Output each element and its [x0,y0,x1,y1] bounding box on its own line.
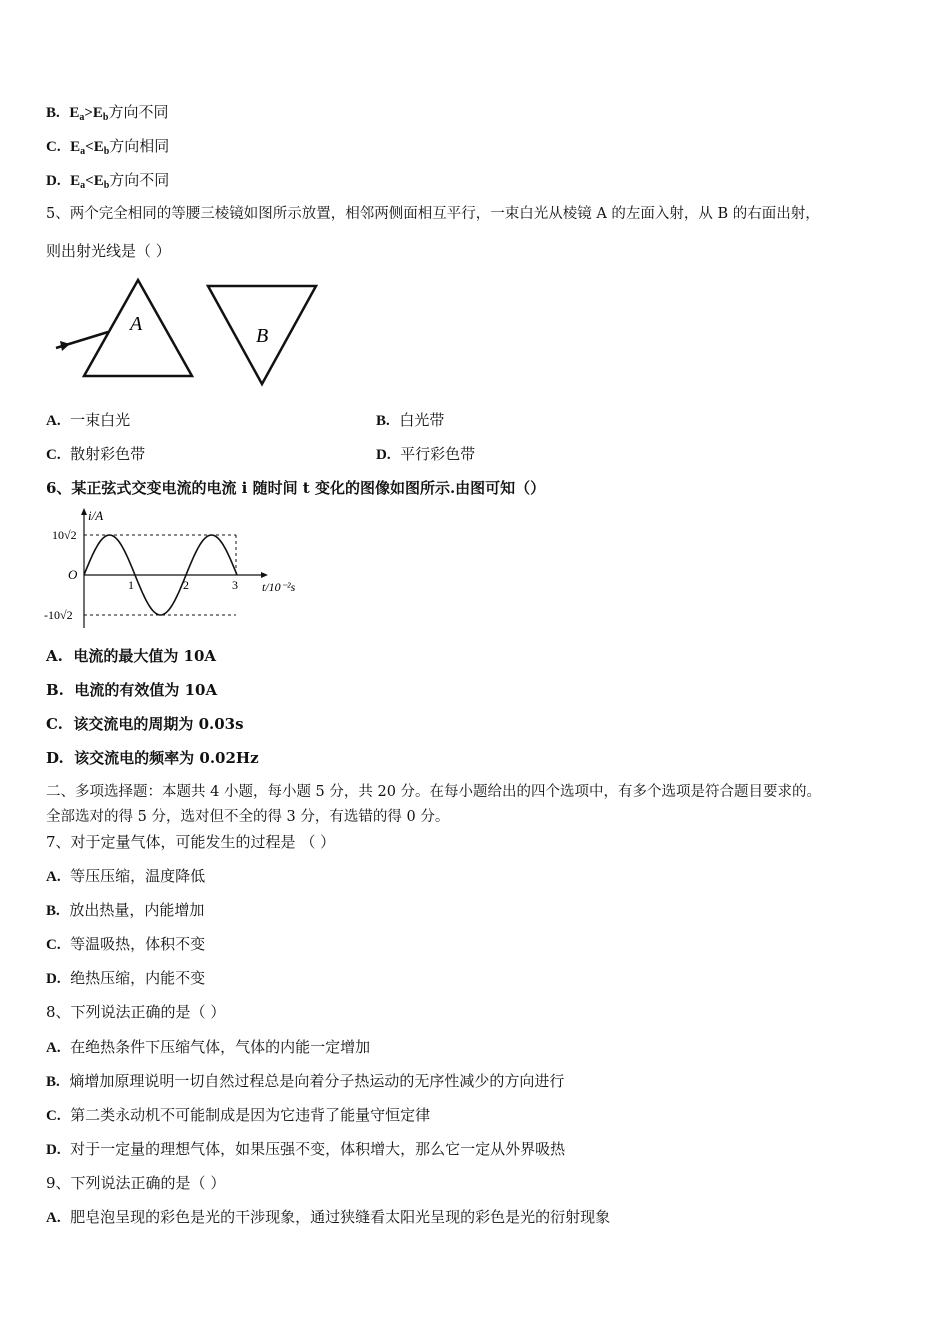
prism-figure [50,274,340,390]
q6-option-a: A. 电流的最大值为 10A [46,647,217,665]
prism-a-label: A [130,313,143,335]
y-axis-arrow-icon [81,508,87,515]
current-time-graph [40,506,320,632]
q5-option-b: B. 白光带 [376,411,445,429]
q5-stem-line2: 则出射光线是（ ） [46,242,171,260]
q4-option-b: B. $E_a>E_b$方向不同 [46,103,169,123]
q5-stem-line1: 5、两个完全相同的等腰三棱镜如图所示放置，相邻两侧面相互平行，一束白光从棱镜 A 的左面入射，从 B 的右面出射， [46,206,820,222]
ray-arrow-icon [60,341,70,351]
q5-option-a: A. 一束白光 [46,411,131,429]
q4-option-c: C. $E_a<E_b$方向相同 [46,137,170,157]
section2-line2: 全部选对的得 5 分，选对但不全的得 3 分，有选错的得 0 分。 [46,809,450,825]
q6-stem: 6、某正弦式交变电流的电流 i 随时间 t 变化的图像如图所示.由图可知（） [46,479,546,497]
q9-stem: 9、下列说法正确的是（ ） [46,1174,226,1192]
q8-option-a: A. 在绝热条件下压缩气体，气体的内能一定增加 [46,1038,371,1056]
q6-option-b: B. 电流的有效值为 10A [46,681,218,699]
q8-option-b: B. 熵增加原理说明一切自然过程总是向着分子热运动的无序性减少的方向进行 [46,1072,565,1090]
x-tick-2: 2 [183,578,189,592]
x-tick-1: 1 [128,578,134,592]
q9-option-a: A. 肥皂泡呈现的彩色是光的干涉现象，通过狭缝看太阳光呈现的彩色是光的衍射现象 [46,1208,611,1226]
x-axis-label: t/10⁻²s [262,580,296,594]
origin-label: O [68,567,78,582]
q7-option-a: A. 等压压缩，温度降低 [46,867,206,885]
q5-option-c: C. 散射彩色带 [46,445,146,463]
q4-option-d: D. $E_a<E_b$方向不同 [46,171,170,191]
x-tick-3: 3 [232,578,238,592]
y-min-label: -10√2 [44,608,73,622]
q7-option-b: B. 放出热量，内能增加 [46,901,205,919]
section2-line1: 二、多项选择题：本题共 4 小题，每小题 5 分，共 20 分。在每小题给出的四个选项中，有多个选项是符合题目要求的。 [46,784,822,800]
q6-option-d: D. 该交流电的频率为 0.02Hz [46,749,259,767]
q8-option-c: C. 第二类永动机不可能制成是因为它违背了能量守恒定律 [46,1106,431,1124]
q7-stem: 7、对于定量气体，可能发生的过程是 （ ） [46,833,336,851]
q8-stem: 8、下列说法正确的是（ ） [46,1003,226,1021]
q6-option-c: C. 该交流电的周期为 0.03s [46,715,244,733]
x-axis-arrow-icon [261,572,268,578]
q5-option-d: D. 平行彩色带 [376,445,476,463]
y-max-label: 10√2 [52,528,77,542]
q7-option-d: D. 绝热压缩，内能不变 [46,969,206,987]
y-axis-label: i/A [88,508,104,523]
q7-option-c: C. 等温吸热，体积不变 [46,935,206,953]
q8-option-d: D. 对于一定量的理想气体，如果压强不变，体积增大，那么它一定从外界吸热 [46,1140,566,1158]
prism-b-label: B [256,325,269,347]
